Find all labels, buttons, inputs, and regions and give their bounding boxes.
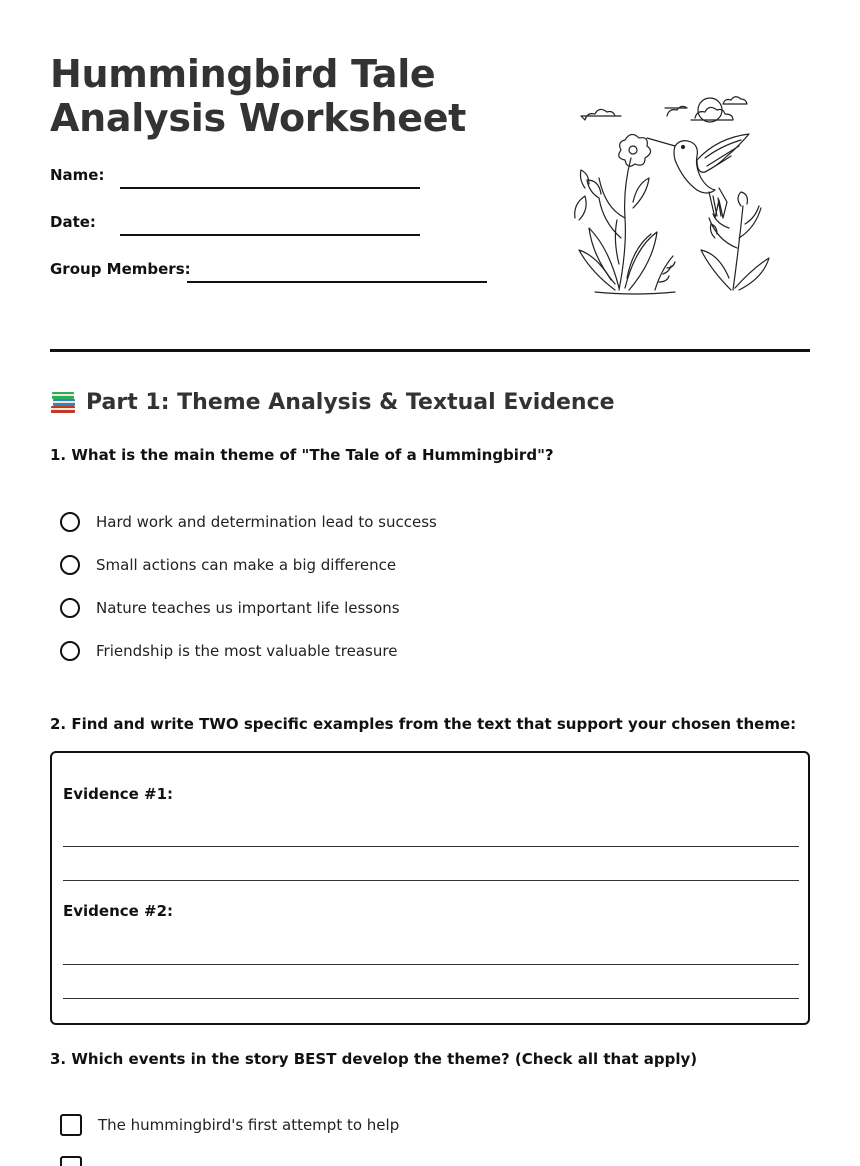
q1-option-2[interactable]	[60, 555, 396, 575]
checkbox[interactable]	[60, 1156, 82, 1166]
q1-option-4[interactable]	[60, 641, 397, 661]
radio-button[interactable]	[60, 641, 80, 661]
radio-button[interactable]	[60, 598, 80, 618]
books-icon	[50, 389, 76, 415]
evidence-box	[50, 751, 810, 1025]
part1-heading	[50, 389, 615, 415]
name-label: Name:	[50, 166, 105, 184]
section-divider	[50, 349, 810, 352]
name-input-line[interactable]	[120, 187, 420, 189]
evidence-1-line-1[interactable]	[63, 846, 799, 847]
q1-option-1[interactable]	[60, 512, 437, 532]
evidence-2-label: Evidence #2:	[63, 902, 174, 920]
title-line-2: Analysis Worksheet	[50, 96, 467, 140]
option-label: Hard work and determination lead to success	[96, 513, 437, 531]
evidence-1-line-2[interactable]	[63, 880, 799, 881]
date-field	[50, 213, 96, 231]
question-2-prompt: 2. Find and write TWO specific examples from the text that support your chosen theme:	[50, 715, 797, 733]
option-label: The hummingbird's first attempt to help	[98, 1116, 400, 1134]
part1-heading-text: Part 1: Theme Analysis & Textual Evidence	[86, 389, 615, 415]
date-label: Date:	[50, 213, 96, 231]
hummingbird-flowers-illustration	[555, 88, 785, 303]
question-1-prompt: 1. What is the main theme of "The Tale of a Hummingbird"?	[50, 446, 554, 464]
option-label: Nature teaches us important life lessons	[96, 599, 400, 617]
group-members-input-line[interactable]	[187, 281, 487, 283]
checkbox[interactable]	[60, 1114, 82, 1136]
option-label: Small actions can make a big difference	[96, 556, 397, 574]
group-members-label: Group Members:	[50, 260, 191, 278]
title-line-1: Hummingbird Tale	[50, 52, 436, 96]
worksheet-title	[50, 52, 470, 140]
q3-option-1[interactable]	[60, 1114, 399, 1136]
q1-option-3[interactable]	[60, 598, 400, 618]
question-3-prompt: 3. Which events in the story BEST develop the theme? (Check all that apply)	[50, 1050, 698, 1068]
radio-button[interactable]	[60, 555, 80, 575]
name-field	[50, 166, 104, 184]
radio-button[interactable]	[60, 512, 80, 532]
date-input-line[interactable]	[120, 234, 420, 236]
evidence-1-label: Evidence #1:	[63, 785, 174, 803]
group-members-field	[50, 260, 191, 278]
evidence-2-line-2[interactable]	[63, 998, 799, 999]
evidence-2-line-1[interactable]	[63, 964, 799, 965]
option-label: Friendship is the most valuable treasure	[96, 642, 398, 660]
